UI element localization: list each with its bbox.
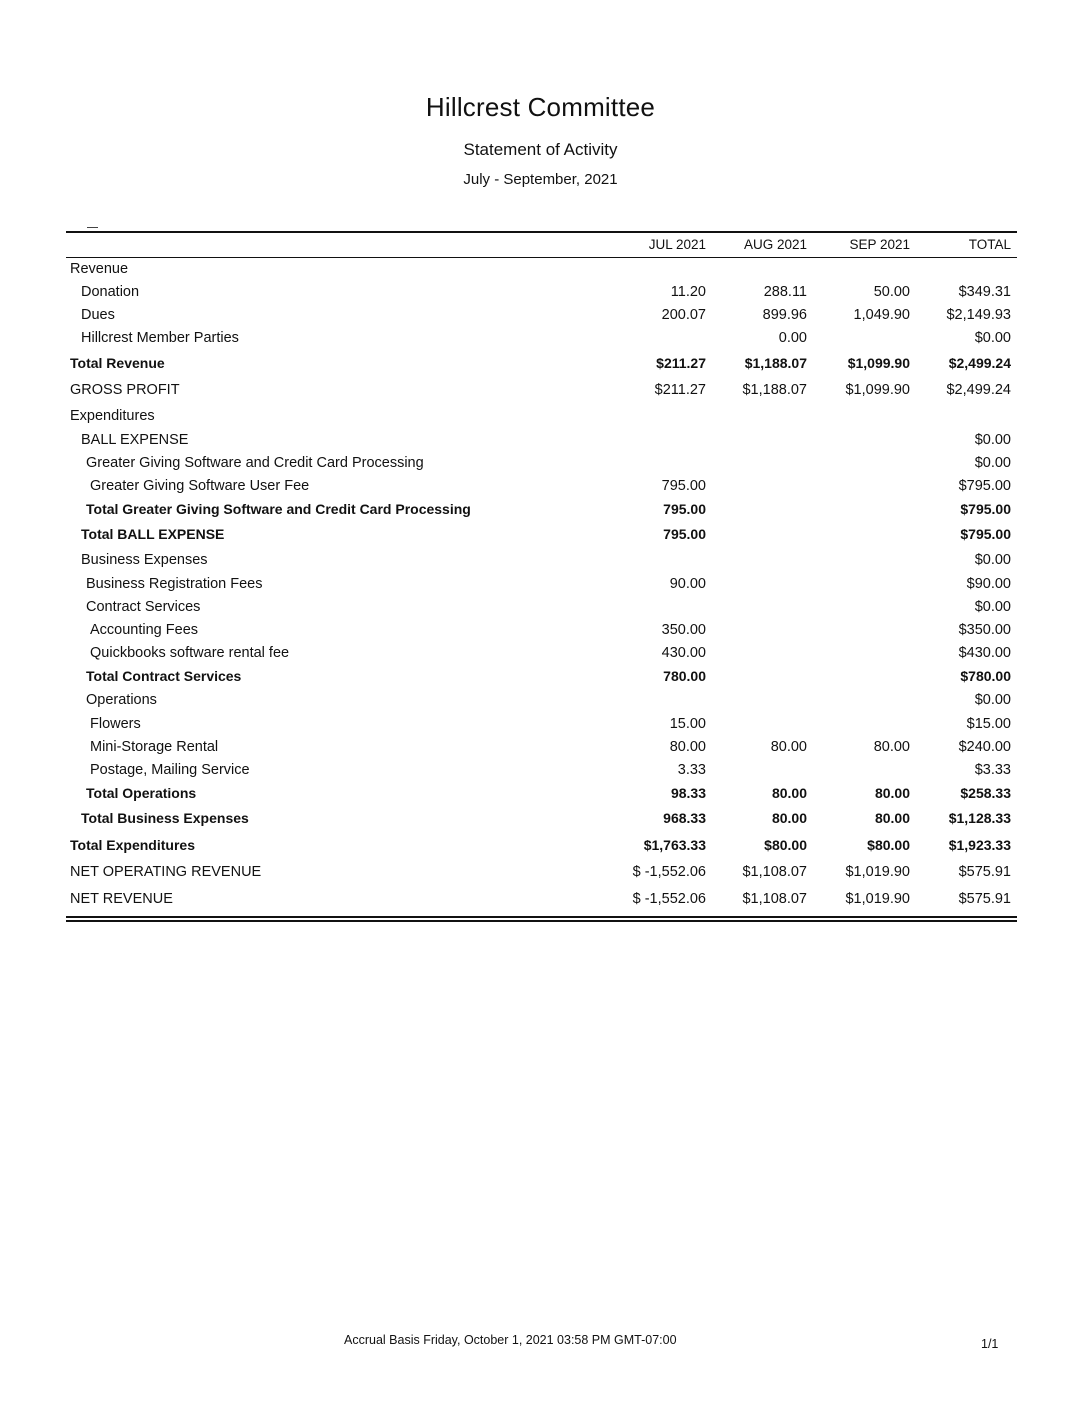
row-label: Total Greater Giving Software and Credit Card Processing: [86, 501, 471, 517]
row-label: GROSS PROFIT: [70, 382, 180, 398]
row-value-jul: 350.00: [661, 622, 706, 638]
report-company-title: Hillcrest Committee: [425, 92, 656, 122]
table-row: [66, 327, 1017, 350]
row-value-jul: 780.00: [663, 668, 706, 684]
page-number: 1/1: [981, 1337, 999, 1351]
row-label: Operations: [86, 692, 157, 708]
row-value-sep: 1,049.90: [853, 307, 910, 323]
row-value-jul: 90.00: [669, 576, 706, 592]
row-value-jul: $211.27: [654, 382, 706, 398]
row-value-total: $1,128.33: [948, 810, 1011, 826]
row-value-sep: $1,099.90: [845, 382, 910, 398]
row-value-jul: $211.27: [656, 355, 706, 371]
row-value-total: $780.00: [960, 668, 1011, 684]
table-row: [66, 713, 1017, 736]
row-value-jul: 200.07: [661, 307, 706, 323]
row-value-aug: 80.00: [770, 739, 807, 755]
column-header-total: TOTAL: [968, 237, 1011, 252]
row-value-sep: 50.00: [873, 284, 910, 300]
row-value-total: $240.00: [958, 739, 1011, 755]
row-label: NET OPERATING REVENUE: [70, 864, 262, 880]
table-row: [66, 429, 1017, 452]
table-row: [66, 642, 1017, 665]
row-value-jul: 11.20: [670, 284, 706, 300]
row-value-total: $575.91: [958, 891, 1011, 907]
row-label: Dues: [81, 307, 115, 323]
table-row: [66, 350, 1017, 377]
row-value-aug: 80.00: [771, 810, 807, 826]
row-value-total: $350.00: [958, 622, 1011, 638]
column-header-sep: SEP 2021: [849, 237, 910, 252]
row-value-total: $0.00: [974, 455, 1011, 471]
row-label: Business Expenses: [81, 552, 208, 568]
row-value-jul: 430.00: [661, 645, 706, 661]
table-row: [66, 573, 1017, 596]
row-label: Hillcrest Member Parties: [81, 330, 239, 346]
table-row: [66, 304, 1017, 327]
row-label: Donation: [81, 284, 140, 300]
table-row: [66, 548, 1017, 573]
row-value-total: $15.00: [966, 716, 1011, 732]
row-label: BALL EXPENSE: [81, 432, 189, 448]
row-label: Postage, Mailing Service: [90, 762, 250, 778]
row-label: Total Operations: [86, 785, 197, 801]
row-value-total: $795.00: [958, 478, 1011, 494]
report-period: July - September, 2021: [463, 171, 618, 188]
row-value-jul: 968.33: [663, 810, 706, 826]
row-label: Accounting Fees: [90, 622, 199, 638]
table-row: [66, 475, 1017, 498]
row-value-total: $0.00: [974, 599, 1011, 615]
row-value-jul: $ -1,552.06: [632, 891, 706, 907]
column-header-row: [66, 233, 1017, 258]
row-value-sep: $1,099.90: [847, 355, 910, 371]
row-label: Business Registration Fees: [86, 576, 263, 592]
table-row: [66, 281, 1017, 304]
table-row: [66, 782, 1017, 805]
row-value-sep: 80.00: [874, 785, 910, 801]
row-label: Greater Giving Software and Credit Card Processing: [86, 455, 424, 471]
row-label: Revenue: [70, 261, 129, 277]
table-row: [66, 377, 1017, 404]
row-value-total: $2,499.24: [948, 355, 1011, 371]
row-value-sep: 80.00: [874, 810, 910, 826]
row-label: Total Business Expenses: [81, 810, 249, 826]
table-row: [66, 619, 1017, 642]
row-label: Flowers: [90, 716, 141, 732]
row-value-total: $0.00: [974, 552, 1011, 568]
row-label: Total Contract Services: [86, 668, 242, 684]
table-row: [66, 688, 1017, 713]
row-value-aug: $1,188.07: [742, 382, 807, 398]
row-value-aug: 80.00: [771, 785, 807, 801]
row-value-jul: 795.00: [663, 501, 706, 517]
row-value-aug: $1,108.07: [742, 891, 807, 907]
column-header-jul: JUL 2021: [648, 237, 706, 252]
row-label: Mini-Storage Rental: [90, 739, 219, 755]
row-value-total: $430.00: [958, 645, 1011, 661]
row-value-total: $258.33: [960, 785, 1011, 801]
row-value-jul: 98.33: [670, 785, 706, 801]
row-value-jul: 15.00: [669, 716, 706, 732]
statement-rows: [66, 258, 1017, 913]
row-value-jul: $1,763.33: [643, 837, 706, 853]
row-label: NET REVENUE: [70, 891, 173, 907]
table-row: [66, 596, 1017, 619]
row-value-sep: $1,019.90: [845, 891, 910, 907]
row-value-total: $1,923.33: [948, 837, 1011, 853]
table-row: [66, 859, 1017, 886]
table-row: [66, 665, 1017, 688]
row-value-aug: $1,108.07: [742, 864, 807, 880]
row-label: Total Expenditures: [70, 837, 195, 853]
table-row: [66, 805, 1017, 832]
row-value-aug: $80.00: [764, 837, 807, 853]
row-value-total: $0.00: [974, 432, 1011, 448]
bottom-double-rule: [66, 916, 1017, 922]
row-label: Contract Services: [86, 599, 201, 615]
row-value-sep: $80.00: [867, 837, 910, 853]
table-row: [66, 258, 1017, 281]
column-header-aug: AUG 2021: [743, 237, 807, 252]
row-label: Greater Giving Software User Fee: [90, 478, 310, 494]
row-value-total: $2,499.24: [946, 382, 1011, 398]
corner-mark: [87, 227, 98, 228]
table-row: [66, 759, 1017, 782]
row-value-jul: $ -1,552.06: [632, 864, 706, 880]
table-row: [66, 886, 1017, 913]
row-value-total: $795.00: [960, 501, 1011, 517]
row-value-total: $3.33: [974, 762, 1011, 778]
row-value-jul: 3.33: [677, 762, 706, 778]
row-value-jul: 80.00: [669, 739, 706, 755]
row-value-jul: 795.00: [661, 478, 706, 494]
row-value-aug: $1,188.07: [744, 355, 807, 371]
table-row: [66, 736, 1017, 759]
report-footer-basis: Accrual Basis Friday, October 1, 2021 03:58 PM GMT-07:00: [344, 1333, 677, 1347]
table-row: [66, 404, 1017, 429]
row-label: Total BALL EXPENSE: [81, 526, 225, 542]
row-value-total: $90.00: [966, 576, 1011, 592]
row-value-total: $0.00: [974, 692, 1011, 708]
row-label: Quickbooks software rental fee: [90, 645, 290, 661]
row-value-aug: 0.00: [778, 330, 807, 346]
table-row: [66, 832, 1017, 859]
row-value-sep: $1,019.90: [845, 864, 910, 880]
table-row: [66, 521, 1017, 548]
row-value-total: $575.91: [958, 864, 1011, 880]
table-row: [66, 452, 1017, 475]
report-name: Statement of Activity: [463, 140, 618, 159]
row-value-sep: 80.00: [873, 739, 910, 755]
table-row: [66, 498, 1017, 521]
statement-table: [66, 231, 1017, 922]
row-label: Total Revenue: [70, 355, 165, 371]
row-label: Expenditures: [70, 408, 155, 424]
row-value-total: $795.00: [960, 526, 1011, 542]
row-value-aug: 899.96: [762, 307, 807, 323]
row-value-total: $2,149.93: [946, 307, 1011, 323]
row-value-total: $349.31: [958, 284, 1011, 300]
row-value-total: $0.00: [974, 330, 1011, 346]
row-value-jul: 795.00: [663, 526, 706, 542]
row-value-aug: 288.11: [763, 284, 807, 300]
